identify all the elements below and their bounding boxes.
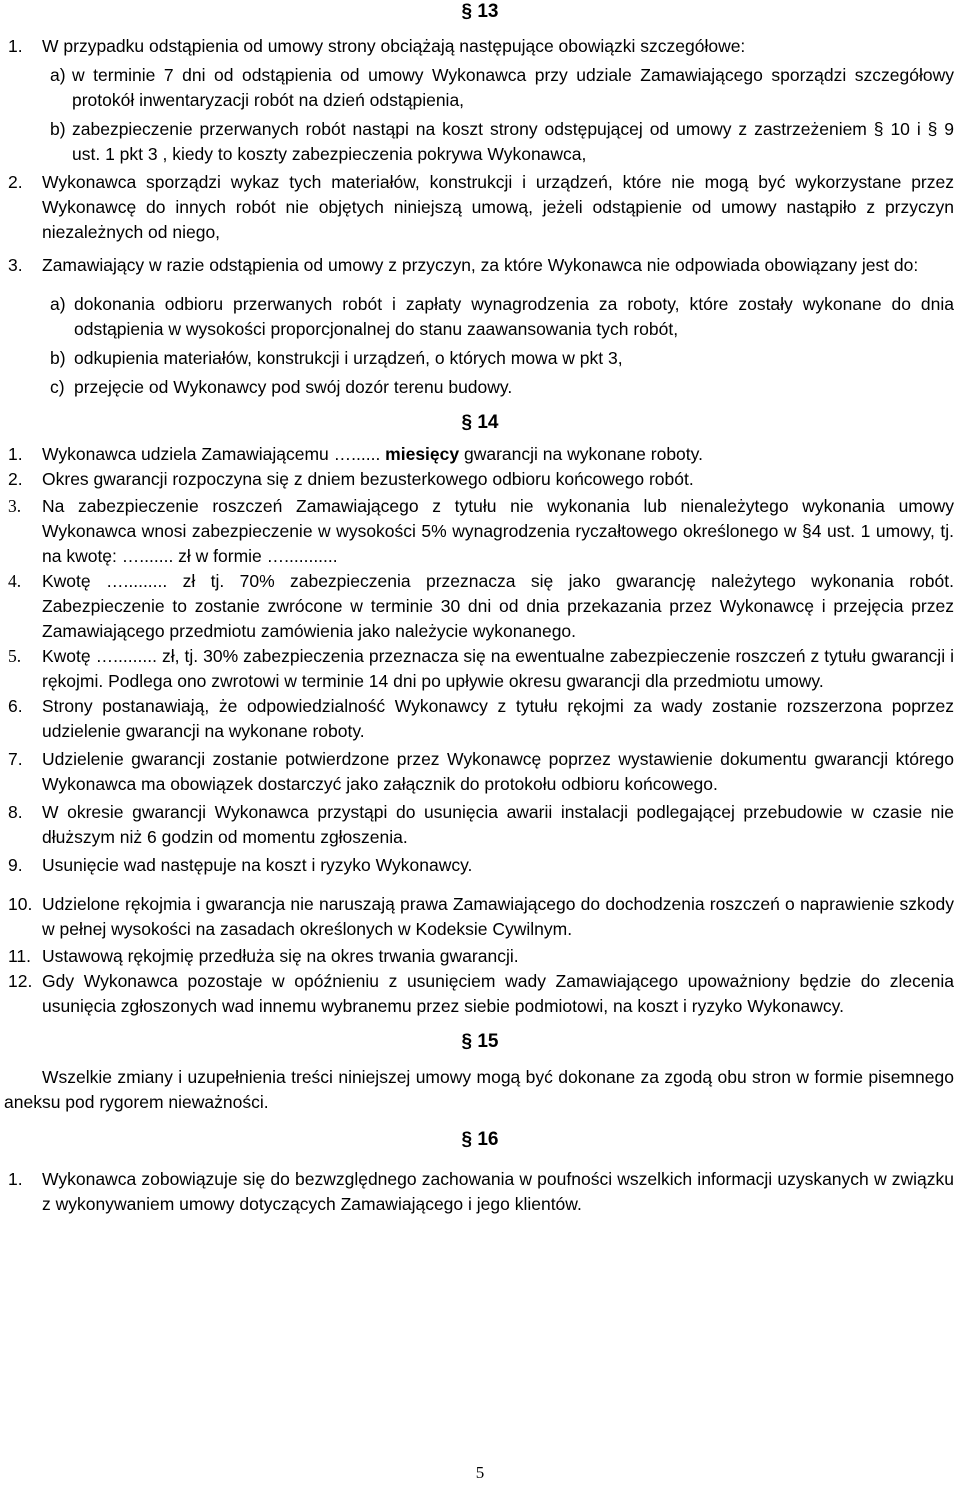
s13-item-2 — [8, 170, 954, 245]
item-number: 2. — [8, 469, 23, 489]
s14-item-10 — [8, 892, 954, 942]
item-text: odkupienia materiałów, konstrukcji i urządzeń, o których mowa w pkt 3, — [74, 348, 623, 368]
item-letter: b) — [50, 119, 66, 139]
item-number: 12. — [8, 971, 33, 991]
item-number: 3. — [8, 496, 22, 516]
item-number: 8. — [8, 802, 23, 822]
s16-item-1 — [8, 1167, 954, 1217]
item-text: Ustawową rękojmię przedłuża się na okres trwania gwarancji. — [42, 946, 519, 966]
s14-item-4 — [8, 569, 954, 644]
item-number: 5. — [8, 646, 22, 666]
item-letter: a) — [50, 65, 66, 85]
item-letter: c) — [50, 377, 65, 397]
item-letter: b) — [50, 348, 66, 368]
item-number: 6. — [8, 696, 23, 716]
item-text: W przypadku odstąpienia od umowy strony obciążają następujące obowiązki szczegółowe: — [42, 36, 746, 56]
s13-item-3b — [50, 346, 954, 371]
item-letter: a) — [50, 294, 66, 314]
section-13-header: § 13 — [461, 1, 499, 22]
item-number: 3. — [8, 255, 23, 275]
item-text: Zamawiający w razie odstąpienia od umowy z przyczyn, za które Wykonawca nie odpowiada obowiązany jest do: — [42, 255, 919, 275]
item-text: przejęcie od Wykonawcy pod swój dozór terenu budowy. — [74, 377, 513, 397]
item-text-bold: miesięcy — [380, 444, 460, 464]
s14-item-9 — [8, 853, 954, 878]
s13-item-3a — [50, 292, 954, 342]
item-text: Kwotę …......... zł tj. 70% zabezpieczenia przeznacza się jako gwarancję należytego wykonania robót. Zabezpieczenie to zostanie zwrócone w terminie 30 dni od dnia przekazania przez Wykonawcę i przejęcia przez Zamawiającego przedmiotu zamówienia jako należycie wykonanego. — [42, 571, 954, 641]
page-number: 5 — [475, 1463, 485, 1482]
s14-item-5 — [8, 644, 954, 694]
section-14-header: § 14 — [461, 412, 499, 433]
s14-item-3 — [8, 494, 954, 569]
item-number: 1. — [8, 36, 23, 56]
s14-item-8 — [8, 800, 954, 850]
s14-item-7 — [8, 747, 954, 797]
item-number: 10. — [8, 894, 33, 914]
item-text: Udzielenie gwarancji zostanie potwierdzone przez Wykonawcę poprzez wystawienie dokumentu gwarancji którego Wykonawca ma obowiązek dostarczyć jako załącznik do protokołu odbioru końcowego. — [42, 749, 954, 794]
section-16-header: § 16 — [461, 1129, 499, 1150]
item-number: 1. — [8, 1169, 23, 1189]
s14-item-11 — [8, 944, 954, 969]
s13-item-1a — [50, 63, 954, 113]
item-text: zabezpieczenie przerwanych robót nastąpi na koszt strony odstępującej od umowy z zastrzeżeniem § 10 i § 9 ust. 1 pkt 3 , kiedy to koszty zabezpieczenia pokrywa Wykonawca, — [72, 119, 954, 164]
item-text: Usunięcie wad następuje na koszt i ryzyko Wykonawcy. — [42, 855, 473, 875]
item-text: w terminie 7 dni od odstąpienia od umowy Wykonawca przy udziale Zamawiającego sporządzi szczegółowy protokół inwentaryzacji robót na dzień odstąpienia, — [72, 65, 954, 110]
s13-item-1b — [50, 117, 954, 167]
s13-item-3c — [50, 375, 954, 400]
item-number: 9. — [8, 855, 23, 875]
s14-item-2 — [8, 467, 954, 492]
item-text: Okres gwarancji rozpoczyna się z dniem bezusterkowego odbioru końcowego robót. — [42, 469, 694, 489]
s13-item-3 — [8, 253, 954, 278]
item-text-pre: Wykonawca udziela Zamawiającemu …...... — [42, 444, 381, 464]
item-text: W okresie gwarancji Wykonawca przystąpi do usunięcia awarii instalacji podlegającej przebudowie w czasie nie dłuższym niż 6 godzin od momentu zgłoszenia. — [42, 802, 954, 847]
item-number: 11. — [8, 946, 32, 966]
s14-item-1 — [8, 442, 954, 467]
s14-item-6 — [8, 694, 954, 744]
s13-item-1 — [8, 34, 954, 59]
item-number: 2. — [8, 172, 23, 192]
item-text: Strony postanawiają, że odpowiedzialność Wykonawcy z tytułu rękojmi za wady zostanie rozszerzona poprzez udzielenie gwarancji na wykonane roboty. — [42, 696, 954, 741]
item-text: Wykonawca sporządzi wykaz tych materiałów, konstrukcji i urządzeń, które nie mogą być wykorzystane przez Wykonawcę do innych robót nie objętych niniejszą umową, jeżeli odstąpienie od umowy nastąpiło z przyczyn niezależnych od niego, — [42, 172, 954, 242]
item-number: 7. — [8, 749, 23, 769]
item-number: 4. — [8, 571, 22, 591]
s14-item-12 — [8, 969, 954, 1019]
item-text: dokonania odbioru przerwanych robót i zapłaty wynagrodzenia za roboty, które zostały wykonane do dnia odstąpienia w wysokości proporcjonalnej do stanu zaawansowania tych robót, — [74, 294, 954, 339]
item-text — [42, 442, 954, 467]
item-text-post: gwarancji na wykonane roboty. — [459, 444, 703, 464]
item-text: Wykonawca zobowiązuje się do bezwzględnego zachowania w poufności wszelkich informacji uzyskanych w związku z wykonywaniem umowy dotyczących Zamawiającego i jego klientów. — [42, 1169, 954, 1214]
item-text: Na zabezpieczenie roszczeń Zamawiającego z tytułu nie wykonania lub nienależytego wykonania umowy Wykonawca wnosi zabezpieczenie w wysokości 5% wynagrodzenia ryczałtowego określonego w §4 ust. 1 umowy, tj. na kwotę: …....... zł w formie …........... — [42, 496, 954, 566]
item-text: Kwotę …......... zł, tj. 30% zabezpieczenia przeznacza się na ewentualne zabezpieczenie roszczeń z tytułu gwarancji i rękojmi. Podlega ono zwrotowi w terminie 14 dni po upływie okresu gwarancji dla przedmiotu umowy. — [42, 646, 954, 691]
item-number: 1. — [8, 444, 23, 464]
section-15-paragraph: Wszelkie zmiany i uzupełnienia treści niniejszej umowy mogą być dokonane za zgodą obu stron w formie pisemnego aneksu pod rygorem nieważności. — [4, 1067, 954, 1112]
section-15-header: § 15 — [461, 1031, 499, 1052]
item-text: Gdy Wykonawca pozostaje w opóźnieniu z usunięciem wady Zamawiającego upoważniony będzie do zlecenia usunięcia zgłoszonych wad innemu wybranemu przez siebie podmiotowi, na koszt i ryzyko Wykonawcy. — [42, 971, 954, 1016]
item-text: Udzielone rękojmia i gwarancja nie naruszają prawa Zamawiającego do dochodzenia roszczeń o naprawienie szkody w pełnej wysokości na zasadach określonych w Kodeksie Cywilnym. — [42, 894, 954, 939]
